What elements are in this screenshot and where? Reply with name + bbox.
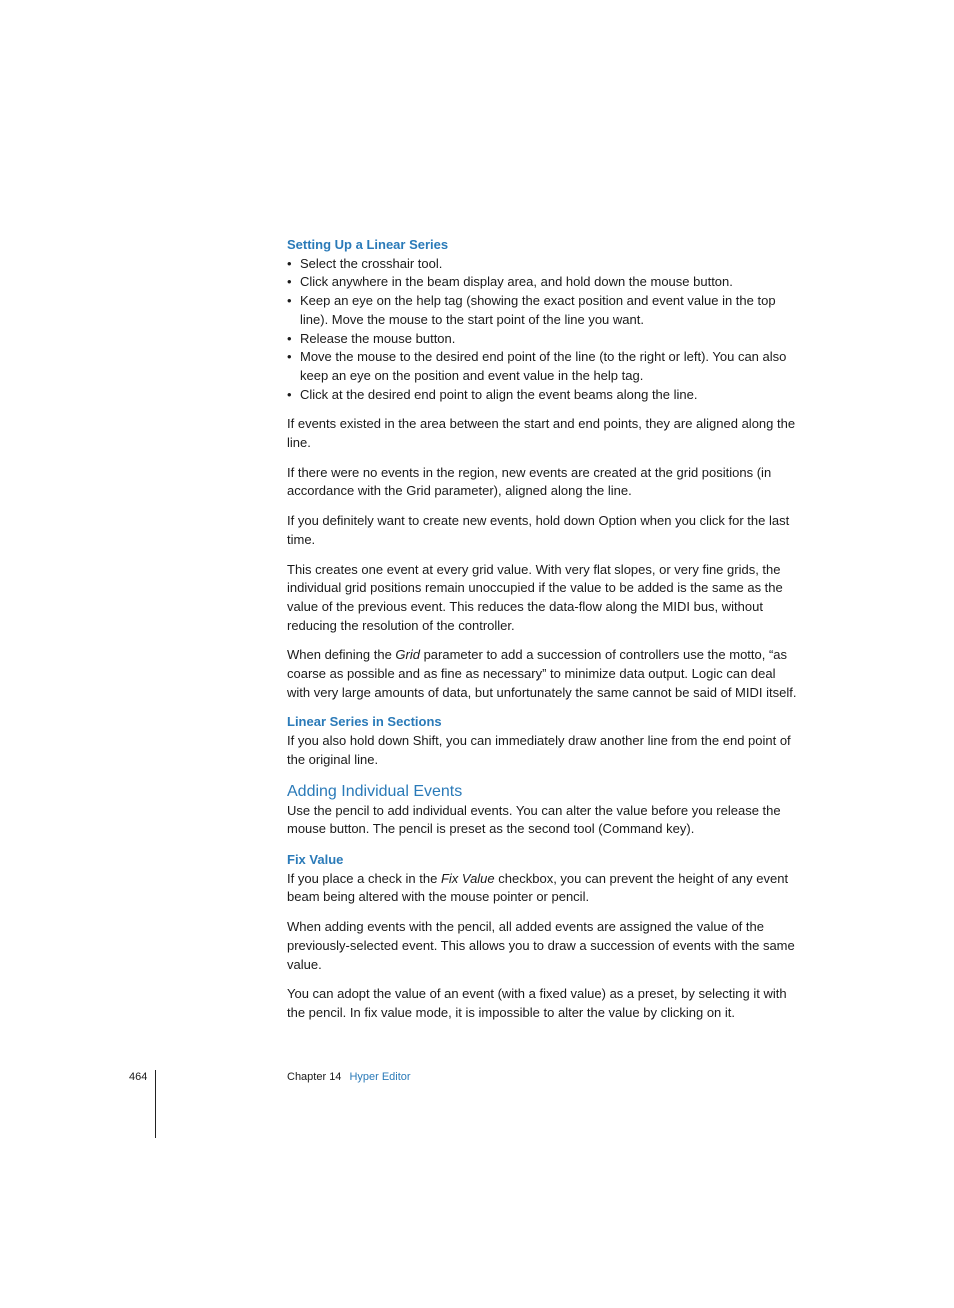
paragraph-grid-motto bbox=[287, 646, 797, 702]
bullet-item: • Move the mouse to the desired end point of the line (to the right or left). You can also keep an eye on the position and event value in the help tag. bbox=[287, 348, 797, 385]
chapter-label: Chapter 14 bbox=[287, 1071, 342, 1083]
paragraph: If events existed in the area between the start and end points, they are aligned along the line. bbox=[287, 416, 796, 451]
bullet-item: • Click at the desired end point to align the event beams along the line. bbox=[287, 386, 797, 405]
heading-linear-series-in-sections: Linear Series in Sections bbox=[287, 714, 442, 730]
bullet-list-linear-series bbox=[287, 255, 797, 405]
text-run: If you place a check in the bbox=[287, 870, 441, 886]
paragraph: If you also hold down Shift, you can immediately draw another line from the end point of the original line. bbox=[287, 733, 791, 767]
bullet-item: • Select the crosshair tool. bbox=[287, 255, 797, 274]
text-run: When defining the bbox=[287, 647, 396, 663]
heading-setting-up-linear-series: Setting Up a Linear Series bbox=[287, 237, 449, 252]
bullet-item: • Keep an eye on the help tag (showing the exact position and event value in the top line). Move the mouse to the start point of the line you want. bbox=[287, 292, 797, 329]
page-content bbox=[287, 236, 797, 1023]
bullet-item: • Release the mouse button. bbox=[287, 330, 797, 349]
emphasis-grid: Grid bbox=[395, 647, 420, 663]
bullet-item: • Click anywhere in the beam display area, and hold down the mouse button. bbox=[287, 273, 797, 292]
paragraph: Use the pencil to add individual events. You can alter the value before you release the mouse button. The pencil is preset as the second tool (Command key). bbox=[287, 802, 781, 837]
page-number: 464 bbox=[129, 1071, 148, 1083]
footer-divider bbox=[155, 1070, 156, 1138]
emphasis-fix-value: Fix Value bbox=[440, 870, 495, 886]
paragraph-fix-value bbox=[287, 870, 797, 907]
text-run: parameter to add a succession of controllers use the motto, “as coarse as possible and as fine as necessary” to minimize data output. Logic can deal with very large amounts of data, but unfortunately the same cannot be said of MIDI itself. bbox=[287, 647, 797, 700]
paragraph: You can adopt the value of an event (with a fixed value) as a preset, by selecting it with the pencil. In fix value mode, it is impossible to alter the value by clicking on it. bbox=[287, 986, 787, 1020]
heading-fix-value: Fix Value bbox=[287, 851, 344, 867]
paragraph: This creates one event at every grid value. With very flat slopes, or very fine grids, the individual grid positions remain unoccupied if the value to be added is the same as the value of the previous event. This reduces the data-flow along the MIDI bus, without reducing the resolution of the controller. bbox=[287, 561, 783, 633]
text-run: checkbox, you can prevent the height of any event beam being altered with the mouse pointer or pencil. bbox=[287, 870, 789, 905]
heading-adding-individual-events: Adding Individual Events bbox=[287, 782, 463, 800]
paragraph: When adding events with the pencil, all added events are assigned the value of the previously-selected event. This allows you to draw a succession of events with the same value. bbox=[287, 919, 795, 972]
chapter-title: Hyper Editor bbox=[349, 1071, 411, 1083]
footer-chapter bbox=[287, 1069, 411, 1085]
paragraph: If there were no events in the region, new events are created at the grid positions (in accordance with the Grid parameter), aligned along the line. bbox=[287, 464, 772, 499]
paragraph: If you definitely want to create new events, hold down Option when you click for the last time. bbox=[287, 513, 790, 547]
